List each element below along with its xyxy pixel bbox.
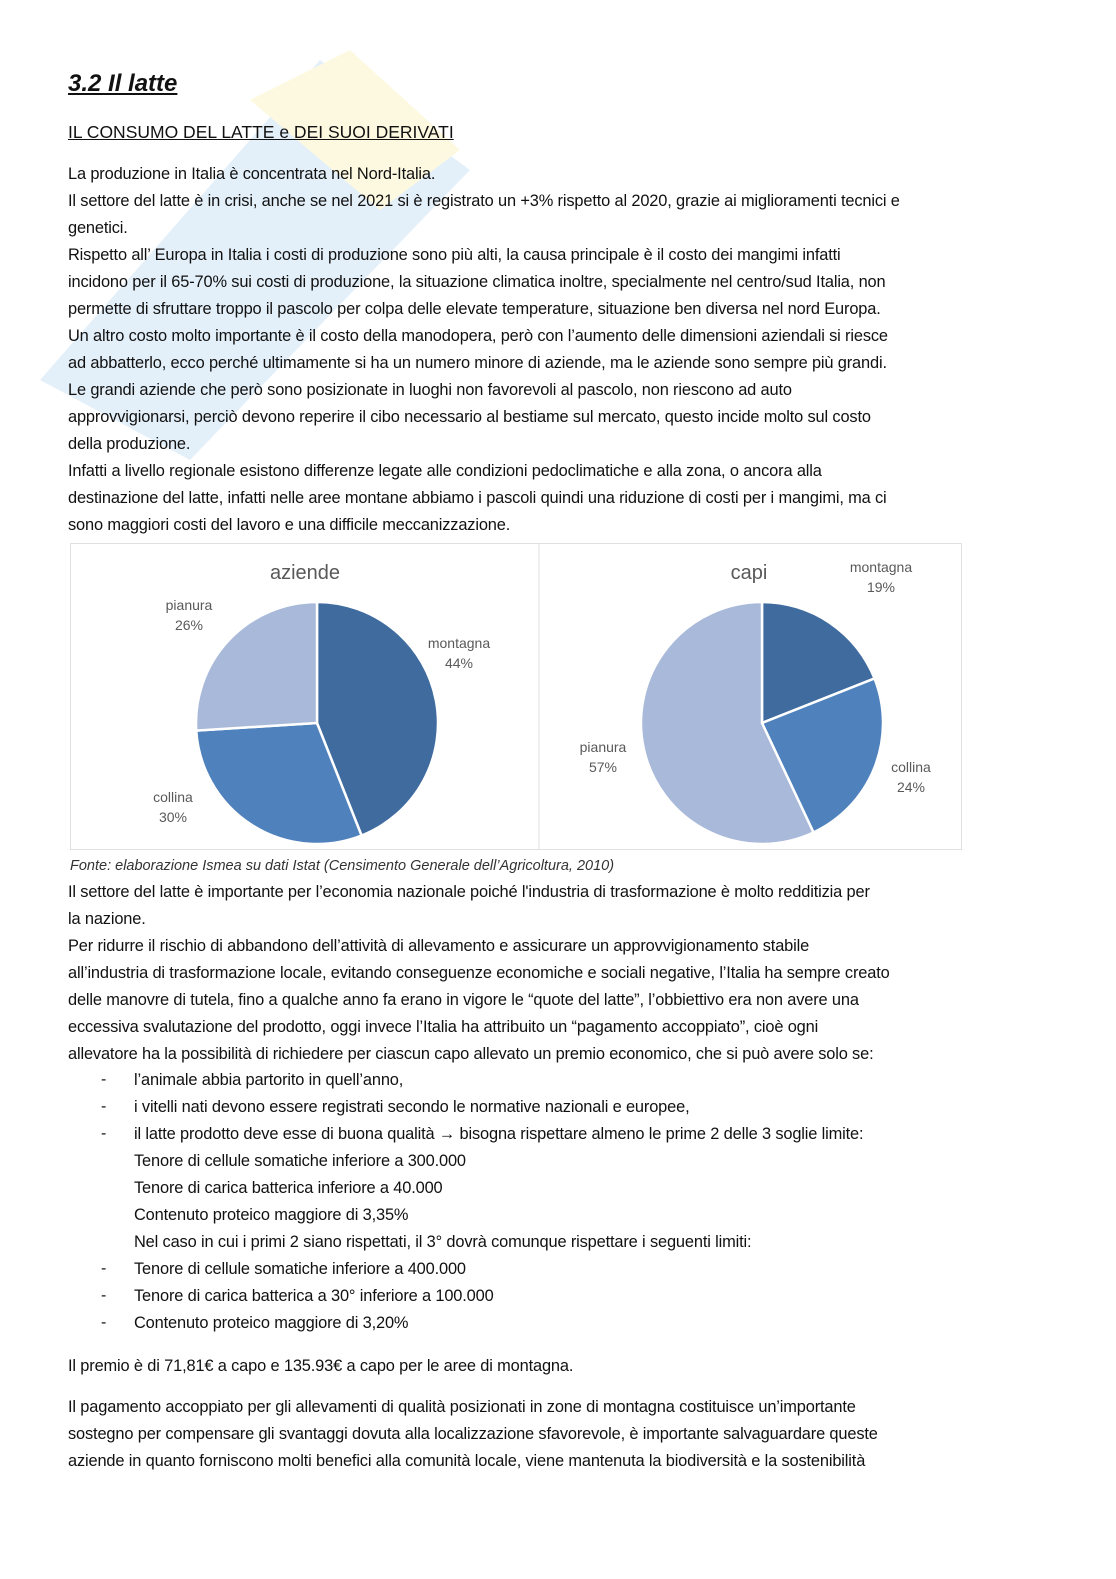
text-line: destinazione del latte, infatti nelle aree montane abbiamo i pascoli quindi una riduzione di costi per i mangimi, ma ci	[68, 489, 887, 507]
pie-charts-svg	[71, 544, 961, 849]
list-item: Tenore di cellule somatiche inferiore a 400.000	[134, 1260, 466, 1278]
pie-slice-pianura	[196, 602, 317, 731]
list-dash: -	[101, 1287, 107, 1304]
text-line: ad abbatterlo, ecco perché ultimamente si ha un numero minore di aziende, ma le aziende sono sempre più grandi.	[68, 354, 887, 372]
section-subtitle: IL CONSUMO DEL LATTE e DEI SUOI DERIVATI	[68, 122, 454, 142]
slice-label: pianura	[579, 739, 627, 755]
text-line: sono maggiori costi del lavoro e una difficile meccanizzazione.	[68, 516, 511, 534]
list-dash: -	[101, 1071, 107, 1088]
premium-line: Il premio è di 71,81€ a capo e 135.93€ a capo per le aree di montagna.	[68, 1357, 574, 1375]
list-item: il latte prodotto deve esse di buona qualità → bisogna rispettare almeno le prime 2 delle 3 soglie limite:	[134, 1125, 864, 1143]
page-title: 3.2 Il latte	[68, 70, 178, 97]
text-line: Il pagamento accoppiato per gli allevamenti di qualità posizionati in zone di montagna costituisce un’importante	[68, 1398, 856, 1416]
slice-label: collina	[153, 789, 193, 805]
pie-aziende	[153, 562, 490, 844]
list-item: Tenore di carica batterica inferiore a 40.000	[134, 1179, 443, 1197]
text-line: Per ridurre il rischio di abbandono dell’attività di allevamento e assicurare un approvvigionamento stabile	[68, 937, 810, 955]
list-item: Tenore di carica batterica a 30° inferiore a 100.000	[134, 1287, 494, 1305]
text-line: genetici.	[68, 219, 128, 237]
pie-charts-figure	[70, 543, 962, 850]
slice-value-label: 57%	[588, 759, 618, 775]
slice-value-label: 24%	[896, 779, 926, 795]
list-item: i vitelli nati devono essere registrati secondo le normative nazionali e europee,	[134, 1098, 690, 1116]
list-item: Contenuto proteico maggiore di 3,35%	[134, 1206, 409, 1224]
text-line: all’industria di trasformazione locale, evitando conseguenze economiche e sociali negative, l’Italia ha sempre creato	[68, 964, 890, 982]
slice-value-label: 30%	[158, 809, 188, 825]
text-line: permette di sfruttare troppo il pascolo per colpa delle elevate temperature, situazione ben diversa nel nord Europa.	[68, 300, 881, 318]
text-line: eccessiva svalutazione del prodotto, oggi invece l’Italia ha attribuito un “pagamento accoppiato”, cioè ogni	[68, 1018, 819, 1036]
text-line: incidono per il 65-70% sui costi di produzione, la situazione climatica inoltre, specialmente nel centro/sud Italia, non	[68, 273, 886, 291]
text-line: Rispetto all’ Europa in Italia i costi di produzione sono più alti, la causa principale è il costo dei mangimi infatti	[68, 246, 841, 264]
text-line: La produzione in Italia è concentrata nel Nord-Italia.	[68, 165, 436, 183]
text-line: aziende in quanto forniscono molti benefici alla comunità locale, viene mantenuta la biodiversità e la sostenibilità	[68, 1452, 866, 1470]
text-line: Le grandi aziende che però sono posizionate in luoghi non favorevoli al pascolo, non riescono ad auto	[68, 381, 792, 399]
list-dash: -	[101, 1098, 107, 1115]
chart-title: aziende	[269, 562, 341, 584]
list-item: Nel caso in cui i primi 2 siano rispettati, il 3° dovrà comunque rispettare i seguenti limiti:	[134, 1233, 752, 1251]
list-dash: -	[101, 1125, 107, 1142]
text-line: la nazione.	[68, 910, 146, 928]
slice-value-label: 26%	[174, 617, 204, 633]
text-line: della produzione.	[68, 435, 191, 453]
text-line: Un altro costo molto importante è il costo della manodopera, però con l’aumento delle dimensioni aziendali si riesce	[68, 327, 888, 345]
slice-label: collina	[891, 759, 931, 775]
pie-capi	[580, 559, 931, 844]
slice-label: montagna	[849, 559, 913, 575]
slice-value-label: 19%	[866, 579, 896, 595]
list-item: Contenuto proteico maggiore di 3,20%	[134, 1314, 409, 1332]
text-line: Il settore del latte è importante per l’economia nazionale poiché l'industria di trasformazione è molto redditizia per	[68, 883, 870, 901]
text-line: Il settore del latte è in crisi, anche se nel 2021 si è registrato un +3% rispetto al 2020, grazie ai miglioramenti tecnici e	[68, 192, 900, 210]
list-dash: -	[101, 1314, 107, 1331]
list-item: l’animale abbia partorito in quell’anno,	[134, 1071, 404, 1089]
text-line: Infatti a livello regionale esistono differenze legate alle condizioni pedoclimatiche e alla zona, o ancora alla	[68, 462, 822, 480]
text-line: approvvigionarsi, perciò devono reperire il cibo necessario al bestiame sul mercato, questo incide molto sul costo	[68, 408, 871, 426]
text-line: sostegno per compensare gli svantaggi dovuta alla localizzazione sfavorevole, è importante salvaguardare queste	[68, 1425, 878, 1443]
slice-value-label: 44%	[444, 655, 474, 671]
slice-label: montagna	[427, 635, 491, 651]
chart-title: capi	[730, 562, 768, 584]
list-dash: -	[101, 1260, 107, 1277]
text-line: allevatore ha la possibilità di richiedere per ciascun capo allevato un premio economico, che si può avere solo se:	[68, 1045, 874, 1063]
slice-label: pianura	[165, 597, 213, 613]
text-line: delle manovre di tutela, fino a qualche anno fa erano in vigore le “quote del latte”, l’obbiettivo era non avere una	[68, 991, 859, 1009]
figure-caption: Fonte: elaborazione Ismea su dati Istat (Censimento Generale dell’Agricoltura, 2010)	[70, 858, 615, 874]
list-item: Tenore di cellule somatiche inferiore a 300.000	[134, 1152, 466, 1170]
